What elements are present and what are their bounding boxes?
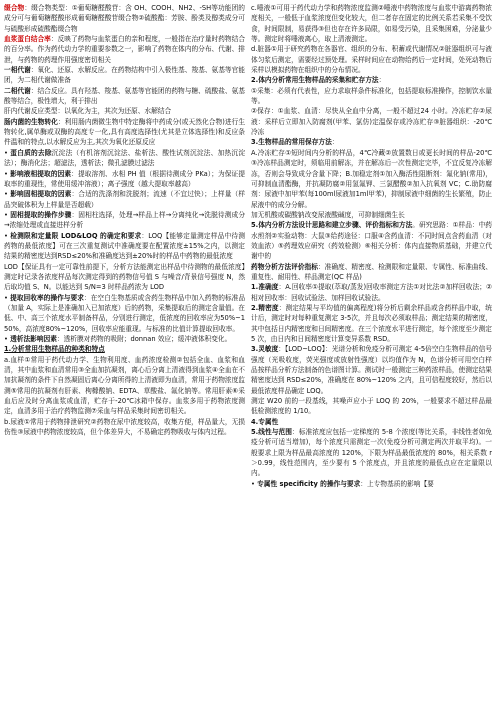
text-eval-indices: ：准确度、精密度、检测限和定量限、专属性、标准曲线、重复性、耐用性、样品测定(QC 样品) bbox=[251, 262, 492, 281]
para-collection-2 bbox=[251, 106, 492, 137]
heading-phase2: 二相代谢 bbox=[4, 86, 31, 95]
para-storage-methods bbox=[251, 148, 492, 210]
para-liver bbox=[4, 106, 245, 116]
text-protein-binding: ：反映了药物与血浆蛋白的亲和程度，一般指在治疗量时药物结合的百分率。作为药代动力学的重要参数之一，影响了药物在体内的分布、代谢、排泄，与药物的药理作用强度密切相关 bbox=[4, 35, 245, 64]
para-sensitivity bbox=[251, 344, 492, 396]
text-liver: 肝内代谢反应类型：以氧化为主，其次为还原、水解结合 bbox=[4, 107, 172, 116]
text-linearity: ：标准浓度应包括一定梯度的 5-8 个浓度(等比关系，非线性者如免疫分析可适当增加)，每个浓度只需测定一次(免疫分析可测定两次并取平均)。一般要求上限为样品最高浓度的 120%，下限为样品最低浓度的 80%，相关系数 r＞0.99，线性范围内，至少要有 5 个浓度点，并且浓度的最低点应在定量限以内。 bbox=[251, 428, 492, 478]
text-recovery: ：在空白生物基质或含药生物样品中加入药物的标准品（加量 A，实际上是准确加入已加浓度）后的药物，采集提取后的测定含量值。在低、中、高三个浓度水平制备样品，分别进行测定，低浓度的回收率应为50%~150%，高浓度80%~120%，回收率应能重现。与标准的比值计算提取回收率。 bbox=[4, 293, 245, 333]
heading-lod-loq: 检测限和定量限 LOD&LOQ 的确定和要求 bbox=[10, 231, 142, 240]
para-urine bbox=[4, 417, 245, 438]
para-gut-flora bbox=[4, 117, 245, 148]
text-method-design: 。研究思路：①样品：中药水煎剂②实验动物：大鼠③给药途径：口服④含药血清：不同时间点含药血清（对效血浓）⑤药理效应研究（药效检测）⑥相关分析：体内直接物质基础，并建立代谢中的 bbox=[251, 221, 492, 261]
para-blood bbox=[4, 355, 245, 417]
para-storage-title bbox=[251, 137, 492, 147]
text-conjugates: ：缀合物类型：①葡萄糖醛酸苷：含 OH、COOH、NH2、-SH等功能团的成分可与葡萄糖醛酸形成葡萄糖醛酸苷缀合物②硫酸酯：芳胺、酚类及醇类成分可与硫酸形成硫酸酯缀合物 bbox=[4, 4, 245, 33]
para-lod-loq: • 检测限和定量限 LOD&LOQ 的确定和要求：LOQ【能够定量测定样品中待测药物的最低浓度】可在三次重复测试中准确度要在配置浓度±15%之内，以测定结果的精密度达到RSD≤20%和准确度达到±20%时的样品中药物的最低浓度 bbox=[4, 231, 245, 261]
para-phase1 bbox=[4, 65, 245, 86]
para-accuracy bbox=[251, 282, 492, 303]
para-phase2 bbox=[4, 86, 245, 107]
text-dialysis: ：透析膜对药物的吸附；donnan 效应；缓冲液体积变化。 bbox=[56, 335, 232, 343]
heading-sensitivity: 3.灵敏度 bbox=[251, 345, 279, 354]
para-specificity-ops: • 专属性 specificity 的操作与要求：上专物基质的影响【要 bbox=[251, 479, 434, 488]
right-column bbox=[251, 3, 492, 702]
para-collection-title bbox=[251, 75, 492, 85]
text-storage-urine: 加无机酸或碳酸钠改变尿液酸碱度，可抑制细菌生长 bbox=[251, 210, 405, 219]
para-lod bbox=[4, 262, 245, 293]
text-phase1: ：氧化、还原、水解反应。在药物结构中引入极性基、羧基、氨基等官能团，为二相代谢做准备 bbox=[4, 66, 245, 85]
heading-specificity: 4.专属性 bbox=[251, 417, 279, 426]
heading-recovery: 提取回收率的操作与要求 bbox=[10, 293, 84, 302]
heading-precision: 2.精密度 bbox=[251, 303, 279, 312]
heading-lle-factors: 影响液相提取的因素 bbox=[10, 169, 72, 178]
heading-accuracy: 1.准确度 bbox=[251, 283, 279, 292]
text-collection-colon: ： bbox=[378, 76, 386, 85]
heading-spe-factors: 影响固相提取的因素 bbox=[10, 190, 72, 199]
text-gut-flora: ：利用肠内菌微生物中特定酶将中药成分(或天然化合物)进行生物转化,属单酶或双酶的高度专一化,具有高度选择性(尤其是立体选择性)和反应条件温和的特点,以水解反应为主,其次为氧化还原反应 bbox=[4, 117, 245, 147]
para-storage-urine bbox=[251, 210, 492, 220]
text-organs: d.脏器①用于研究药物在各器官、组织的分布、积蓄或代谢情况②脏器组织可与液体匀浆后测定，需要经过预处理。采样时间应在动物给药后一定时间，处死动物后采样以模拟药物在组织中的分布情况。 bbox=[251, 45, 492, 75]
text-saliva: c.唾液①可用于药代动力学和药物浓度监测②唾液中药物浓度与血浆中游离药物浓度相关，一般低于血浆浓度但变化较大，但二者存在固定的比例关系若采集不受饮食，时间限制，易获得③但也存在许多局限，如易受污染，且采集困难，分泌量少等。测定时将唾液离心，取上清液测定。 bbox=[251, 4, 492, 44]
heading-conjugates: 缀合物 bbox=[4, 4, 25, 12]
text-specificity-ops: ：上专物基质的影响【要 bbox=[360, 479, 434, 488]
heading-collection: 2.体内分析常用生物样品的采集和贮存方法 bbox=[251, 76, 379, 85]
heading-protein-binding: 血浆蛋白结合率 bbox=[4, 35, 51, 44]
para-dialysis: • 透析法影响因素：透析膜对药物的吸附；donnan 效应；缓冲液体积变化。 bbox=[4, 335, 232, 343]
para-protein-binding bbox=[4, 34, 245, 65]
text-blood: a.血样①常用于药代动力学、生物利用度、血药浓度检测②包括全血、血浆和血清，其中血浆和血清常用③全血加抗凝剂，离心后分离上清液得到血浆④全血在不加抗凝剂的条件下自然凝固后离心分离所得的上清液即为血清，常用于药物浓度监测⑤常用的抗凝剂有肝素、枸橼酸钠、EDTA、草酸盐、氟化钠等。常用肝素⑥采血后应及时分离血浆或血清，贮存于-20℃冰箱中保存。血浆多用于药物浓度测定，血清多用于治疗药物监测⑦采血与样品采集时间密切相关。 bbox=[4, 355, 245, 416]
para-method-design bbox=[251, 220, 492, 261]
text-lod-loq: ：LOQ【能够定量测定样品中待测药物的最低浓度】可在三次重复测试中准确度要在配置浓度±15%之内，以测定结果的精密度达到RSD≤20%和准确度达到±20%时的样品中药物的最低浓度 bbox=[4, 231, 245, 261]
text-lle-factors: ：提取溶剂、水相 PH 值（根据待测成分 PKa）；为保证提取率的重现性，常使用缓冲溶液）；离子强度（越大提取率越高） bbox=[4, 169, 245, 188]
text-sensitivity: ：【LOD~LOQ】：光谱分析和免疫分析可测定 4-5倍空白生物样品的信号强度（光吸收度，荧光强度或放射性强度）以均值作为 N，色谱分析可用空白样品按样品分析方法制备的色谱图计算。测试时一般测定三种药浓样品，使测定结果精密度达到 RSD≤20%，准确度在 80%~120% 之内，且可信程度较好，然后以最低浓度样品确定 LOQ。 bbox=[251, 345, 492, 395]
heading-sample-types: 1.分析常用生物样品的种类和特点 bbox=[4, 345, 105, 354]
heading-specificity-ops: 专属性 specificity 的操作与要求 bbox=[257, 479, 361, 488]
heading-linearity: 5.线性与范围 bbox=[251, 428, 292, 437]
para-spe-steps: • 固相提取的操作步骤：固相柱选择，处理→样品上样→分离纯化→洗脱待测成分→浓缩处理或直接进样分析 bbox=[4, 210, 245, 230]
text-spe-factors: ：合适的洗涤剂和洗脱剂；流速（不宜过快）；上样量（样品突破体积为上样量是否超载） bbox=[4, 190, 245, 209]
heading-dialysis: 透析法影响因素 bbox=[10, 335, 57, 343]
heading-gut-flora: 肠内菌的生物转化 bbox=[4, 117, 58, 126]
heading-phase1: 一相代谢 bbox=[4, 66, 31, 75]
text-accuracy: ：A.回收率①提取(萃取/蒸发)回收率测定方法①对比法②加样回收法；②相对回收率：回收试验法、加样回收试验法。 bbox=[251, 283, 492, 302]
heading-method-design: 5.体内分析方法设计思路和建立步骤、评价指标和方法 bbox=[251, 221, 413, 230]
text-collection-1: ①采集：必须有代表性，应力求取样条件标准化，包括提取标准操作，控制饮水量等。 bbox=[251, 86, 492, 106]
para-recovery: • 提取回收率的操作与要求：在空白生物基质或含药生物样品中加入药物的标准品（加量 A，实际上是准确加入已加浓度）后的药物，采集提取后的测定含量值。在低、中、高三个浓度水平制备样品，分别进行测定，低浓度的回收率应为50%~150%，高浓度80%~120%，回收率应能重现。与标准的比值计算提取回收率。 bbox=[4, 293, 245, 333]
text-protein-removal: 沉淀法（有机溶剂沉淀法、盐析法、酸性试剂沉淀法、加热沉淀法）；酶消化法；超滤法，透析法；微孔滤膜过滤法 bbox=[4, 148, 245, 168]
heading-spe-steps: 固相提取的操作步骤 bbox=[10, 210, 72, 219]
text-storage-colon: ： bbox=[331, 138, 339, 147]
text-baseline: 测定 W20 前的一段基线，其噪声应小于 LOQ 的 20%，一般要求不超过样品最低检测浓度的 1/10。 bbox=[251, 397, 492, 416]
para-conjugates bbox=[4, 3, 245, 34]
text-urine: b.尿液①常用于药物排泄研究②药物在尿中浓度较高，收集方便，样品量大，无损伤性③尿液中药物浓度较高，但个体差异大，不易确定药物吸收与体内过程。 bbox=[4, 417, 245, 437]
para-collection-1 bbox=[251, 86, 492, 107]
para-lle-factors: • 影响液相提取的因素：提取溶剂、水相 PH 值（根据待测成分 PKa）；为保证提取率的重现性，常使用缓冲溶液）；离子强度（越大提取率越高） bbox=[4, 169, 245, 188]
para-eval-indices bbox=[251, 262, 492, 283]
para-specificity-title bbox=[251, 417, 492, 427]
para-baseline bbox=[251, 396, 492, 417]
text-storage-methods: A.冷冻贮存①短时间内分析的样品，4℃冷藏②放置数日或更长时间的样品-20℃③冷冻样品测定时，须临用前解冻，并在解冻后一次性测定完毕，不宜反复冷冻解冻，否则会导致成分含量下降；B.加稳定剂①加入酶活性阻断剂：氟化钠(常用)，可抑制血清酯酶，并抗凝防腐②用氢氟钾、三氯醋酸②加入抗氧剂 VC；C.助防腐剂：尿液中加甲苯(每100ml尿液加1ml甲苯)，抑制尿液中细菌的生长繁殖，防止尿液中的成分分解。 bbox=[251, 148, 492, 209]
text-precision: ：测定结果与平均值的偏离程度)将分析后剩余样品或含药样品中取，统计后，测定时对每种重复测定 3-5次，并且每次必须取样品；测定结果的精密度，其中包括日内精密度和日间精密度。在三个浓度水平进行测定，每个浓度至少测定 5 次，由日内和日间精密度计算变异系数 RSD。 bbox=[251, 303, 492, 343]
text-spe-steps: ：固相柱选择，处理→样品上样→分离纯化→洗脱待测成分→浓缩处理或直接进样分析 bbox=[4, 210, 245, 230]
para-sample-types-title bbox=[4, 344, 245, 354]
text-lod: LOD【保证具有一定可靠性前提下，分析方法能测定出样品中待测物的最低浓度】测定时记录各浓度样品每次测定得到的药物信号值 S 与噪音/背景信号强度 N，然后取均值 S、N。以能达到 S/N=3 时样品药浓为 LOD bbox=[4, 262, 245, 292]
heading-storage: 3.生物样品的常用保存方法 bbox=[251, 138, 332, 147]
para-protein-removal: • 蛋白质的去除沉淀法（有机溶剂沉淀法、盐析法、酸性试剂沉淀法、加热沉淀法）；酶消化法；超滤法，透析法；微孔滤膜过滤法 bbox=[4, 148, 245, 168]
text-collection-2: ②保存：①血浆、血清：尽快从全血中分离，一般不超过24 小时。冷冻贮存②尿液：采样后立即加入防腐剂(甲苯、氯仿)定温保存或冷冻贮存③脏器组织：-20℃冷冻 bbox=[251, 107, 492, 137]
left-column bbox=[4, 3, 245, 702]
heading-protein-removal: 蛋白质的去除 bbox=[10, 148, 52, 157]
para-spe-factors: • 影响固相提取的因素：合适的洗涤剂和洗脱剂；流速（不宜过快）；上样量（样品突破体积为上样量是否超载） bbox=[4, 190, 245, 209]
text-phase2: ：结合反应。具有羟基、羧基、氨基等官能团的药物与糖、硫酸盐、氨基酸等结合，极性增大，利于排出 bbox=[4, 86, 245, 106]
para-linearity bbox=[251, 427, 492, 479]
heading-eval-indices: 药物分析方法评价指标 bbox=[251, 262, 318, 271]
para-organs bbox=[251, 44, 492, 75]
para-saliva bbox=[251, 3, 492, 44]
para-precision bbox=[251, 303, 492, 344]
